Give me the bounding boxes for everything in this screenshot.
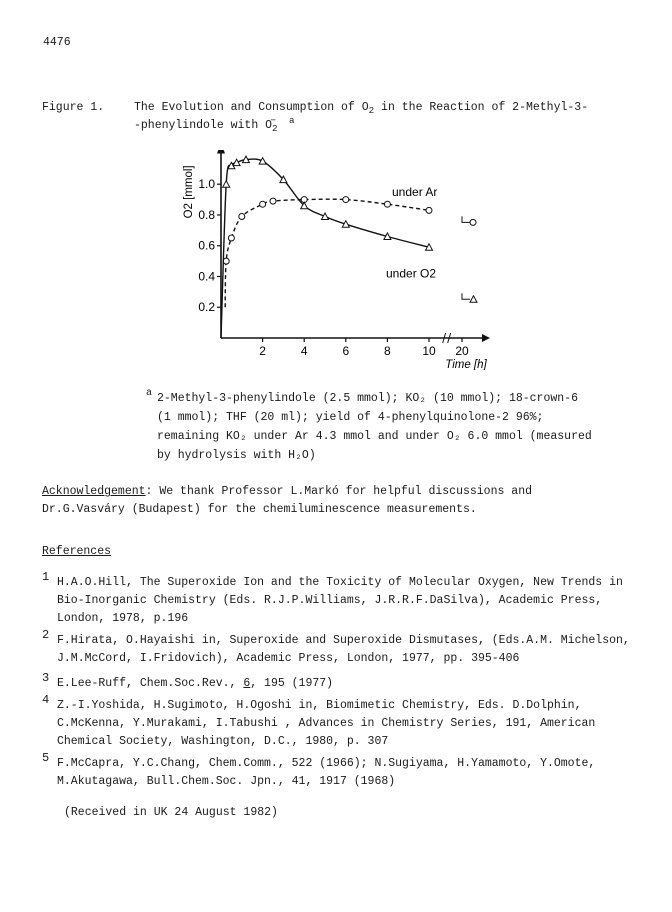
acknowledgement-line-1 bbox=[42, 485, 532, 498]
caption-text-c: -phenylindole with O bbox=[134, 119, 273, 132]
final-bracket bbox=[462, 216, 470, 222]
caption-sub: 2 bbox=[368, 105, 375, 116]
data-point-ar bbox=[260, 201, 266, 207]
footnote-line-2: (1 mmol); THF (20 ml); yield of 4-phenylquinolone-2 96%; bbox=[157, 411, 544, 424]
footnote-line-3: remaining KO₂ under Ar 4.3 mmol and under O₂ 6.0 mmol (measured bbox=[157, 430, 592, 443]
x-tick-label: 4 bbox=[300, 344, 308, 358]
annotation-under-ar: under Ar bbox=[392, 184, 438, 199]
data-point-o2 bbox=[233, 159, 240, 166]
acknowledgement-line-2: Dr.G.Vasváry (Budapest) for the chemiluminescence measurements. bbox=[42, 503, 477, 516]
reference-3 bbox=[42, 671, 642, 693]
chart-series bbox=[221, 156, 477, 338]
data-point-ar bbox=[426, 207, 432, 213]
page-number: 4476 bbox=[43, 36, 71, 49]
reference-5 bbox=[42, 751, 642, 791]
y-axis-arrow bbox=[217, 150, 225, 153]
footnote-line-1: 2-Methyl-3-phenylindole (2.5 mmol); KO₂ (10 mmol); 18-crown-6 bbox=[157, 392, 578, 405]
data-point-ar bbox=[223, 258, 229, 264]
y-axis-label: O2 [mmol] bbox=[183, 165, 195, 219]
reference-3-b: , 195 (1977) bbox=[250, 677, 334, 690]
reference-2 bbox=[42, 628, 642, 668]
data-point-ar bbox=[239, 213, 245, 219]
data-point-ar bbox=[384, 201, 390, 207]
reference-3-a: E.Lee-Ruff, Chem.Soc.Rev., bbox=[57, 677, 244, 690]
caption-text-a: The Evolution and Consumption of O bbox=[134, 101, 369, 114]
caption-footnote-mark: a bbox=[288, 115, 295, 126]
reference-text bbox=[57, 675, 642, 693]
data-point-ar bbox=[343, 197, 349, 203]
y-tick-label: 0.4 bbox=[198, 269, 215, 284]
annotation-under-o2: under O2 bbox=[386, 266, 437, 281]
data-point-o2 bbox=[223, 181, 230, 188]
y-tick-label: 0.2 bbox=[198, 300, 215, 315]
reference-text: F.Hirata, O.Hayaishi in, Superoxide and Superoxide Dismutases, (Eds.A.M. Michelson, J.M.McCord, I.Fridovich), Academic Press, London, 1977, pp. 395-406 bbox=[57, 634, 630, 665]
acknowledgement-heading: Acknowledgement bbox=[42, 485, 146, 498]
reference-number: 3 bbox=[42, 671, 50, 685]
x-tick-label: 10 bbox=[422, 344, 436, 358]
reference-4 bbox=[42, 693, 642, 751]
x-tick-label: 8 bbox=[384, 344, 391, 358]
x-tick-label: 20 bbox=[455, 344, 469, 358]
final-bracket bbox=[462, 293, 470, 299]
chart-axes bbox=[217, 150, 490, 343]
reference-3-volume: 6 bbox=[243, 677, 251, 690]
reference-1 bbox=[42, 570, 642, 628]
data-point-o2 bbox=[259, 158, 266, 165]
x-axis-arrow bbox=[482, 334, 490, 342]
figure-caption-line2 bbox=[134, 115, 295, 134]
figure-label: Figure 1. bbox=[42, 101, 105, 114]
footnote-line-4: by hydrolysis with H₂O) bbox=[157, 449, 316, 462]
figure-caption-line1 bbox=[134, 101, 588, 114]
references-heading: References bbox=[42, 545, 112, 558]
reference-number: 4 bbox=[42, 693, 50, 707]
y-tick-label: 1.0 bbox=[198, 177, 215, 192]
chart-labels bbox=[183, 165, 488, 370]
series-line-ar bbox=[225, 199, 429, 307]
x-axis-label: Time [h] bbox=[445, 359, 487, 370]
caption-text-b: in the Reaction of 2-Methyl-3- bbox=[374, 101, 589, 114]
data-point-ar bbox=[228, 235, 234, 241]
x-tick-label: 2 bbox=[259, 344, 266, 358]
caption-sup: − bbox=[270, 115, 277, 126]
y-tick-label: 0.8 bbox=[198, 207, 215, 222]
reference-number: 2 bbox=[42, 628, 50, 642]
reference-text: H.A.O.Hill, The Superoxide Ion and the Toxicity of Molecular Oxygen, New Trends in Bio-Inorganic Chemistry (Eds. R.J.P.Williams, J.R.R.F.DaSilva), Academic Press, London, 1978, p.196 bbox=[57, 576, 623, 625]
reference-number: 1 bbox=[42, 570, 50, 584]
data-point-o2 bbox=[322, 213, 329, 220]
final-point-o2 bbox=[470, 296, 477, 303]
reference-text: Z.-I.Yoshida, H.Sugimoto, H.Ogoshi in, Biomimetic Chemistry, Eds. D.Dolphin, C.McKenna, Y.Murakami, I.Tabushi , Advances in Chemistry Series, 191, American Chemical Society, Washington, D.C., 1980, p. 307 bbox=[57, 699, 596, 748]
final-point-ar bbox=[470, 219, 476, 225]
acknowledgement-text-1: : We thank Professor L.Markó for helpful discussions and bbox=[145, 485, 532, 498]
reference-text: F.McCapra, Y.C.Chang, Chem.Comm., 522 (1966); N.Sugiyama, H.Yamamoto, Y.Omote, M.Akutagawa, Bull.Chem.Soc. Jpn., 41, 1917 (1968) bbox=[57, 757, 596, 788]
data-point-ar bbox=[270, 198, 276, 204]
caption-sub-2: 2 bbox=[272, 123, 278, 134]
y-tick-label: 0.6 bbox=[198, 238, 215, 253]
reference-number: 5 bbox=[42, 751, 50, 765]
x-tick-label: 6 bbox=[342, 344, 350, 358]
footnote-mark: a bbox=[146, 388, 153, 399]
received-date: (Received in UK 24 August 1982) bbox=[64, 806, 278, 819]
figure-chart bbox=[0, 150, 672, 370]
